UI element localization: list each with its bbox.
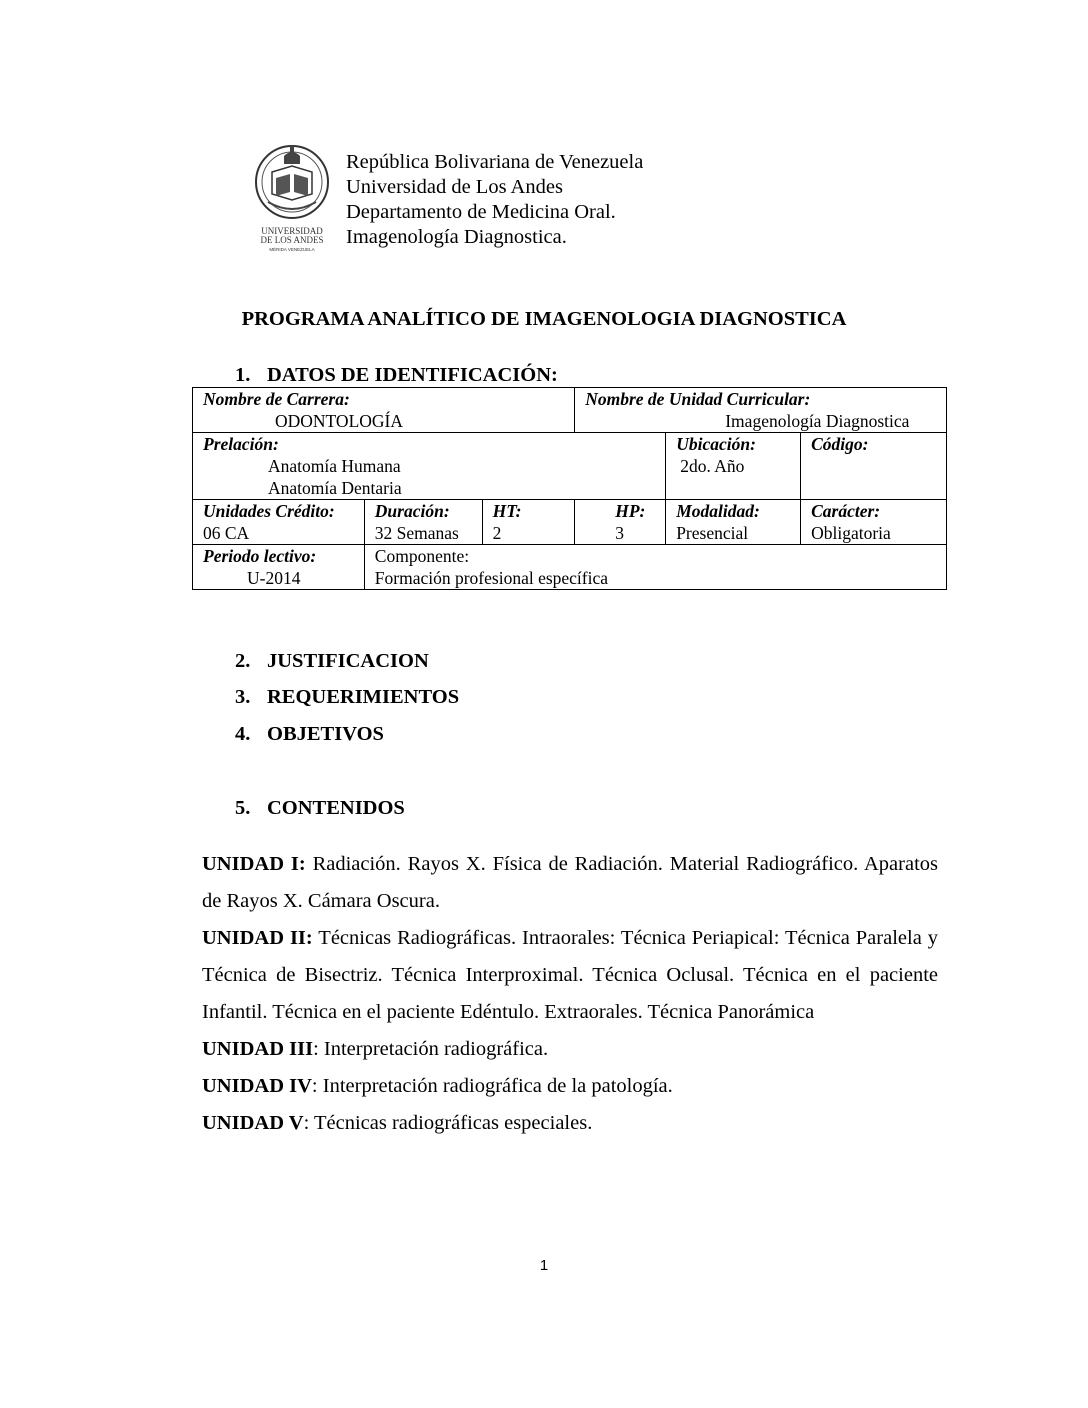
duracion-value: 32 Semanas — [374, 523, 459, 543]
section-label: DATOS DE IDENTIFICACIÓN: — [267, 364, 558, 386]
section-heading-4 — [235, 723, 384, 746]
header-line-university: Universidad de Los Andes — [346, 176, 563, 198]
header-line-department: Departamento de Medicina Oral. — [346, 201, 616, 223]
componente-value: Formación profesional específica — [374, 568, 609, 588]
contents-units — [202, 846, 938, 1142]
unit-key: UNIDAD I: — [202, 853, 306, 875]
section-label: JUSTIFICACION — [267, 650, 429, 672]
logo-text-line-1: UNIVERSIDAD — [261, 226, 323, 236]
caracter-value: Obligatoria — [811, 523, 891, 543]
duracion-label: Duración: — [374, 501, 450, 521]
creditos-value: 06 CA — [203, 523, 250, 543]
creditos-label: Unidades Crédito: — [203, 501, 335, 521]
ht-cell — [482, 500, 575, 545]
university-seal-logo — [254, 142, 330, 254]
section-heading-5 — [235, 797, 405, 820]
header-line-subject: Imagenología Diagnostica. — [346, 226, 567, 248]
prelacion-value-2: Anatomía Dentaria — [268, 478, 402, 498]
carrera-label: Nombre de Carrera: — [203, 389, 350, 409]
unit-text: : Interpretación radiográfica de la patología. — [311, 1075, 673, 1097]
document-title: PROGRAMA ANALÍTICO DE IMAGENOLOGIA DIAGNOSTICA — [241, 308, 847, 330]
hp-value: 3 — [615, 523, 624, 543]
hp-label: HP: — [615, 501, 646, 521]
unit-key: UNIDAD II: — [202, 927, 313, 949]
section-heading-3 — [235, 686, 459, 709]
section-number: 3. — [235, 686, 251, 708]
unit-paragraph — [202, 920, 938, 1031]
caracter-label: Carácter: — [811, 501, 881, 521]
table-row — [193, 500, 947, 545]
table-row — [193, 433, 947, 500]
logo-text-line-3: MÉRIDA VENEZUELA — [269, 247, 315, 252]
prelacion-label: Prelación: — [203, 434, 279, 454]
identification-table — [192, 387, 947, 590]
section-number: 2. — [235, 650, 251, 672]
section-label: CONTENIDOS — [267, 797, 405, 819]
unit-text: : Interpretación radiográfica. — [313, 1038, 549, 1060]
codigo-cell — [801, 433, 947, 500]
unit-key: UNIDAD IV — [202, 1075, 312, 1097]
unit-key: UNIDAD III — [202, 1038, 314, 1060]
unidad-curricular-cell — [575, 388, 947, 433]
section-label: REQUERIMIENTOS — [267, 686, 460, 708]
unit-text: Técnicas Radiográficas. Intraorales: Técnica Periapical: Técnica Paralela y Técnica de Bisectriz. Técnica Interproximal. Técnica Oclusal. Técnica en el paciente Infantil. Técnica en el paciente Edéntulo. Extraorales. Técnica Panorámica — [202, 927, 938, 1023]
periodo-value: U-2014 — [247, 568, 301, 588]
unit-paragraph — [202, 1031, 938, 1068]
periodo-cell — [193, 545, 365, 590]
modalidad-label: Modalidad: — [676, 501, 760, 521]
carrera-cell — [193, 388, 575, 433]
ubicacion-value: 2do. Año — [680, 456, 745, 476]
prelacion-cell — [193, 433, 666, 500]
codigo-label: Código: — [811, 434, 869, 454]
unit-text: : Técnicas radiográficas especiales. — [303, 1112, 593, 1134]
section-number: 5. — [235, 797, 251, 819]
ht-label: HT: — [492, 501, 522, 521]
modalidad-cell — [666, 500, 801, 545]
unit-paragraph — [202, 846, 938, 920]
prelacion-value-1: Anatomía Humana — [268, 456, 401, 476]
ht-value: 2 — [492, 523, 502, 543]
section-number: 1. — [235, 364, 251, 386]
logo-text-line-2: DE LOS ANDES — [260, 235, 324, 245]
componente-cell — [364, 545, 946, 590]
unit-text: Radiación. Rayos X. Física de Radiación. Material Radiográfico. Aparatos de Rayos X. Cámara Oscura. — [202, 853, 938, 912]
ubicacion-cell — [666, 433, 801, 500]
section-label: OBJETIVOS — [267, 723, 384, 745]
creditos-cell — [193, 500, 365, 545]
section-heading-1 — [235, 364, 558, 387]
page-number: 1 — [539, 1257, 549, 1274]
caracter-cell — [801, 500, 947, 545]
unit-paragraph — [202, 1068, 938, 1105]
modalidad-value: Presencial — [676, 523, 749, 543]
unit-key: UNIDAD V — [202, 1112, 304, 1134]
header-line-republic: República Bolivariana de Venezuela — [346, 151, 644, 173]
header-block — [346, 150, 643, 250]
unidad-curricular-label: Nombre de Unidad Curricular: — [585, 389, 811, 409]
table-row — [193, 388, 947, 433]
section-heading-2 — [235, 650, 429, 673]
unidad-curricular-value: Imagenología Diagnostica — [725, 411, 910, 431]
hp-cell — [575, 500, 666, 545]
componente-label: Componente: — [374, 546, 470, 566]
duracion-cell — [364, 500, 482, 545]
section-number: 4. — [235, 723, 251, 745]
carrera-value: ODONTOLOGÍA — [275, 411, 403, 431]
ubicacion-label: Ubicación: — [676, 434, 756, 454]
periodo-label: Periodo lectivo: — [203, 546, 317, 566]
table-row — [193, 545, 947, 590]
unit-paragraph — [202, 1105, 938, 1142]
